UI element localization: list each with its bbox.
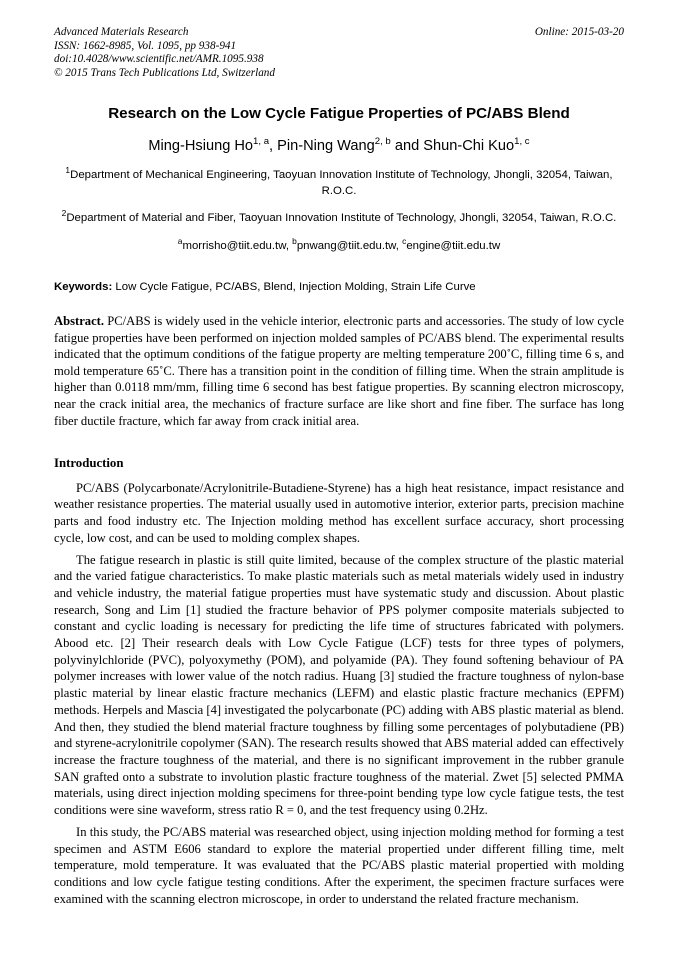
email-address: morrisho@tiit.edu.tw bbox=[182, 239, 286, 252]
email-marker: a bbox=[177, 235, 183, 246]
email-address: pnwang@tiit.edu.tw bbox=[296, 239, 396, 252]
issn-line: ISSN: 1662-8985, Vol. 1095, pp 938-941 bbox=[54, 39, 237, 52]
affiliation-marker: 2 bbox=[61, 208, 67, 219]
author-separator: and bbox=[390, 138, 424, 155]
journal-name: Advanced Materials Research bbox=[54, 26, 189, 38]
author-name: Ming-Hsiung Ho bbox=[148, 138, 254, 155]
copyright-line: © 2015 Trans Tech Publications Ltd, Switzerland bbox=[54, 66, 275, 79]
email-marker: c bbox=[402, 235, 407, 246]
author-name: Pin-Ning Wang bbox=[277, 138, 375, 155]
author-list bbox=[54, 137, 624, 156]
intro-paragraph-2: The fatigue research in plastic is still quite limited, because of the complex structure of the plastic material and the varied fatigue characteristics. To make plastic materials such as metal materials widely used in industry and vehicle industry, the material fatigue properties must have systematic study and discussion. About plastic research, Song and Lim [1] studied the fracture behavior of PPS polymer composite materials subjected to constant and cyclic loading is necessary for predicting the life time of structures fabricated with polymers. Abood etc. [2] Their research deals with Low Cycle Fatigue (LCF) tests for three types of polymers, polyvinylchloride (PVC), polyoxymethy (POM), and polyamide (PA). They found softening behaviour of PA polymer increases with lower value of the notch radius. Huang [3] studied the fracture toughness of nylon-base plastic material by linear elastic fracture mechanics (LEFM) and elastic plastic fracture mechanics (EPFM) methods. Herpels and Mascia [4] investigated the polycarbonate (PC) adding with ABS plastic material as blend. And then, they studied the blend material fracture toughness by filling some percentages of polybutadiene (PB) and styrene-acrylonitrile copolymer (SAN). The research results showed that ABS material added can effectively increase the fracture toughness of the material, and there is no significant improvement in the rubber granule SAN grafted onto a substrate to involution plastic fracture toughness of the material. Zwet [5] selected PMMA materials, using direct injection molding specimens for three-point bending type low cycle fatigue tests, the test conditions were sine waveform, stress ratio R = 0, and the test frequency using 0.2Hz. bbox=[54, 552, 624, 818]
online-date: Online: 2015-03-20 bbox=[534, 26, 624, 38]
abstract-label: Abstract. bbox=[54, 314, 105, 328]
section-heading-introduction: Introduction bbox=[54, 456, 124, 471]
keywords-line bbox=[54, 280, 624, 295]
affiliation-text: Department of Mechanical Engineering, Taoyuan Innovation Institute of Technology, Jhongli, 32054, Taiwan, R.O.C. bbox=[70, 169, 613, 197]
page-title: Research on the Low Cycle Fatigue Properties of PC/ABS Blend bbox=[108, 105, 570, 123]
affiliation-1 bbox=[54, 165, 624, 199]
affiliation-marker: 1 bbox=[65, 165, 71, 176]
doi-line: doi:10.4028/www.scientific.net/AMR.1095.938 bbox=[54, 53, 264, 66]
email-separator: , bbox=[285, 239, 293, 252]
author-affil-marker: 2, b bbox=[374, 136, 391, 148]
author-affil-marker: 1, a bbox=[253, 136, 270, 148]
email-address: engine@tiit.edu.tw bbox=[406, 239, 501, 252]
author-name: Shun-Chi Kuo bbox=[423, 138, 515, 155]
intro-paragraph-3: In this study, the PC/ABS material was researched object, using injection molding method for forming a test specimen and ASTM E606 standard to explore the material propertied under different filling time, melt temperature, mold temperature. It was evaluated that the PC/ABS plastic material propertied with molding conditions and low cycle fatigue testing conditions. After the experiment, the specimen fracture surfaces were examined with the scanning electron microscope, in order to understand the related fracture mechanism. bbox=[54, 824, 624, 906]
abstract-text: PC/ABS is widely used in the vehicle interior, electronic parts and accessories. The study of low cycle fatigue properties have been performed on injection molded samples of PC/ABS blend. The experimental results indicated that the optimum conditions of the fatigue property are melting temperature 200˚C, filling time 6 s, and mold temperature 65˚C. There has a transition point in the condition of filling time. When the strain amplitude is higher than 0.0118 mm/mm, filling time 6 second has best fatigue properties. By scanning electron microscopy, near the crack initial area, the mechanics of fracture surface are like short and fine fiber. The surface has long fiber ductile fracture, which far away from crack initial area. bbox=[54, 314, 624, 428]
author-emails bbox=[54, 235, 624, 254]
affiliation-text: Department of Material and Fiber, Taoyuan Innovation Institute of Technology, Jhongli, 32054, Taiwan, R.O.C. bbox=[66, 212, 617, 225]
email-separator: , bbox=[395, 239, 403, 252]
email-marker: b bbox=[292, 235, 297, 246]
intro-paragraph-1: PC/ABS (Polycarbonate/Acrylonitrile-Butadiene-Styrene) has a high heat resistance, impact resistance and weather resistance properties. The material usually used in automotive interior, exterior parts, precision machine parts and food industry etc. The Injection molding method has excellent surface accuracy, short processing cycle, low cost, and can be used to molding complex shapes. bbox=[54, 480, 624, 545]
keywords-text: Low Cycle Fatigue, PC/ABS, Blend, Injection Molding, Strain Life Curve bbox=[112, 281, 476, 293]
keywords-label: Keywords: bbox=[54, 281, 113, 293]
page-header bbox=[54, 26, 624, 80]
affiliation-2 bbox=[54, 208, 624, 226]
author-separator: , bbox=[269, 138, 278, 155]
abstract-block bbox=[54, 313, 624, 429]
author-affil-marker: 1, c bbox=[514, 136, 530, 148]
